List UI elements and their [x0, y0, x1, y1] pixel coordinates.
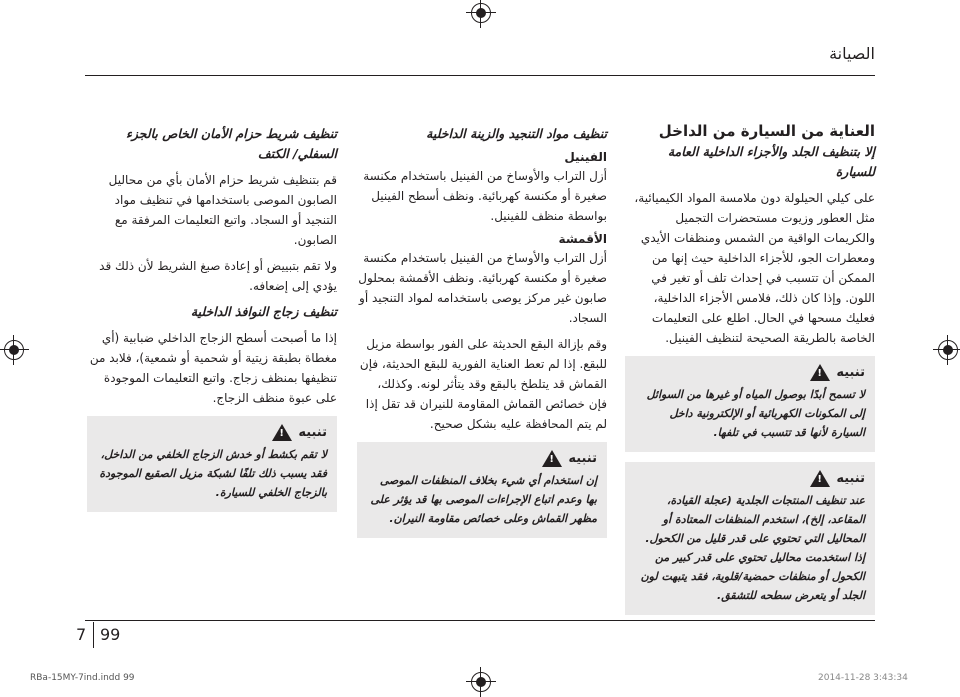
column-right — [625, 122, 875, 625]
caution-box — [625, 462, 875, 615]
subheading-vinyl: الفينيل — [564, 150, 607, 164]
section-heading: تنظيف شريط حزام الأمان الخاص بالجزء السفلي/ الكتف — [125, 126, 337, 161]
caution-header — [635, 470, 865, 487]
body-paragraph: أزل التراب والأوساخ من الفينيل باستخدام مكنسة صغيرة أو مكنسة كهربائية. ونظف أسطح الفينيل بواسطة منظف للفينيل. — [363, 169, 607, 223]
body-paragraph: وقم بإزالة البقع الحديثة على الفور بواسطة مزيل للبقع. إذا لم تعط العناية الفورية للبقع الحديثة، فإن القماش قد يتلطخ بالبقع وقد يتأثر لونه. وكذلك، فإن خصائص القماش المقاومة للنيران قد تقل إذا لم يتم المحافظة عليه بشكل صحيح. — [359, 337, 607, 431]
caution-title: تنبيه — [568, 451, 597, 466]
subheading-fabric: الأقمشة — [558, 232, 607, 246]
page-number-divider — [93, 622, 94, 648]
caution-title: تنبيه — [298, 425, 327, 440]
registration-mark-right — [938, 340, 958, 360]
registration-mark-bottom — [471, 672, 491, 692]
warning-icon: ! — [542, 450, 562, 467]
section-heading: تنظيف زجاج النوافذ الداخلية — [190, 304, 337, 319]
warning-icon: ! — [272, 424, 292, 441]
section-heading: تنظيف مواد التنجيد والزينة الداخلية — [426, 126, 607, 141]
body-paragraph: إذا ما أصبحت أسطح الزجاج الداخلي ضبابية (أي مغطاة بطبقة زيتية أو شحمية أو شمعية)، فلابد من تنظيفها بمنظف زجاج. واتبع التعليمات الموجودة على عبوة منظف الزجاج. — [89, 331, 337, 405]
caution-title: تنبيه — [836, 471, 865, 486]
file-slug: RBa-15MY-7ind.indd 99 — [30, 673, 135, 683]
caution-box — [357, 442, 607, 538]
chapter-number: 7 — [76, 625, 87, 644]
body-paragraph: على كيلي الحيلولة دون ملامسة المواد الكيميائية، مثل العطور وزيوت مستحضرات التجميل والكريمات الواقية من الشمس ومنظفات الأيدي ومعطرات الجو، للأجزاء الداخلية حيث إنها من الممكن أن تتسبب في إحداث تلف أو تغير في اللون. وإذا كان ذلك، فلامس الأجزاء الداخلية، فعليك مسحها في الحال. اطلع على التعليمات الخاصة بالطريقة الصحيحة لتنظيف الفينيل. — [634, 191, 875, 345]
header-rule — [85, 75, 875, 76]
caution-header — [97, 424, 327, 441]
caution-text: عند تنظيف المنتجات الجلدية (عجلة القيادة، المقاعد، إلخ)، استخدم المنظفات المعتادة أو المحاليل التي تحتوي على قدر قليل من الكحول. إذا استخدمت محاليل تحتوي على قدر كبير من الكحول أو منظفات حمضية/قلوية، فقد يتبهت لون الجلد أو يتعرض سطحه للتشقق. — [640, 494, 865, 602]
caution-text: لا تسمح أبدًا بوصول المياه أو غيرها من السوائل إلى المكونات الكهربائية أو الإلكترونية داخل السيارة لأنها قد تتسبب في تلفها. — [646, 388, 865, 439]
section-subheading: إلا بتنظيف الجلد والأجزاء الداخلية العامة للسيارة — [667, 144, 875, 179]
section-title: الصيانة — [829, 44, 875, 63]
warning-icon: ! — [810, 470, 830, 487]
registration-mark-top — [471, 3, 491, 23]
caution-box — [87, 416, 337, 512]
caution-title: تنبيه — [836, 365, 865, 380]
caution-text: لا تقم بكشط أو خدش الزجاج الخلفي من الداخل، فقد يسبب ذلك تلفًا لشبكة مزيل الصقيع الموجودة بالزجاج الخلفي للسيارة. — [99, 448, 327, 499]
column-left — [87, 124, 337, 522]
caution-text: إن استخدام أي شيء بخلاف المنظفات الموصى بها وعدم اتباع الإجراءات الموصى بها قد يؤثر على مظهر القماش وعلى خصائص مقاومة النيران. — [370, 474, 597, 525]
page-number: 99 — [100, 625, 121, 644]
body-paragraph: أزل التراب والأوساخ من الفينيل باستخدام مكنسة صغيرة أو مكنسة كهربائية. ونظف الأقمشة بمحلول صابون غير مركز يوصى باستخدامه لمواد التنجيد أو السجاد. — [358, 251, 607, 325]
body-paragraph: ولا تقم بتبييض أو إعادة صبغ الشريط لأن ذلك قد يؤدي إلى إضعافه. — [99, 259, 337, 293]
caution-box — [625, 356, 875, 452]
section-heading: العناية من السيارة من الداخل — [658, 122, 875, 140]
caution-header — [367, 450, 597, 467]
footer-rule — [85, 620, 875, 621]
caution-header — [635, 364, 865, 381]
body-paragraph: قم بتنظيف شريط حزام الأمان بأي من محاليل الصابون الموصى باستخدامها في تنظيف مواد التنجيد أو السجاد. واتبع التعليمات المرفقة مع الصابون. — [108, 173, 337, 247]
column-middle — [357, 124, 607, 548]
print-timestamp: 2014-11-28 3:43:34 — [818, 673, 908, 683]
registration-mark-left — [4, 340, 24, 360]
warning-icon: ! — [810, 364, 830, 381]
